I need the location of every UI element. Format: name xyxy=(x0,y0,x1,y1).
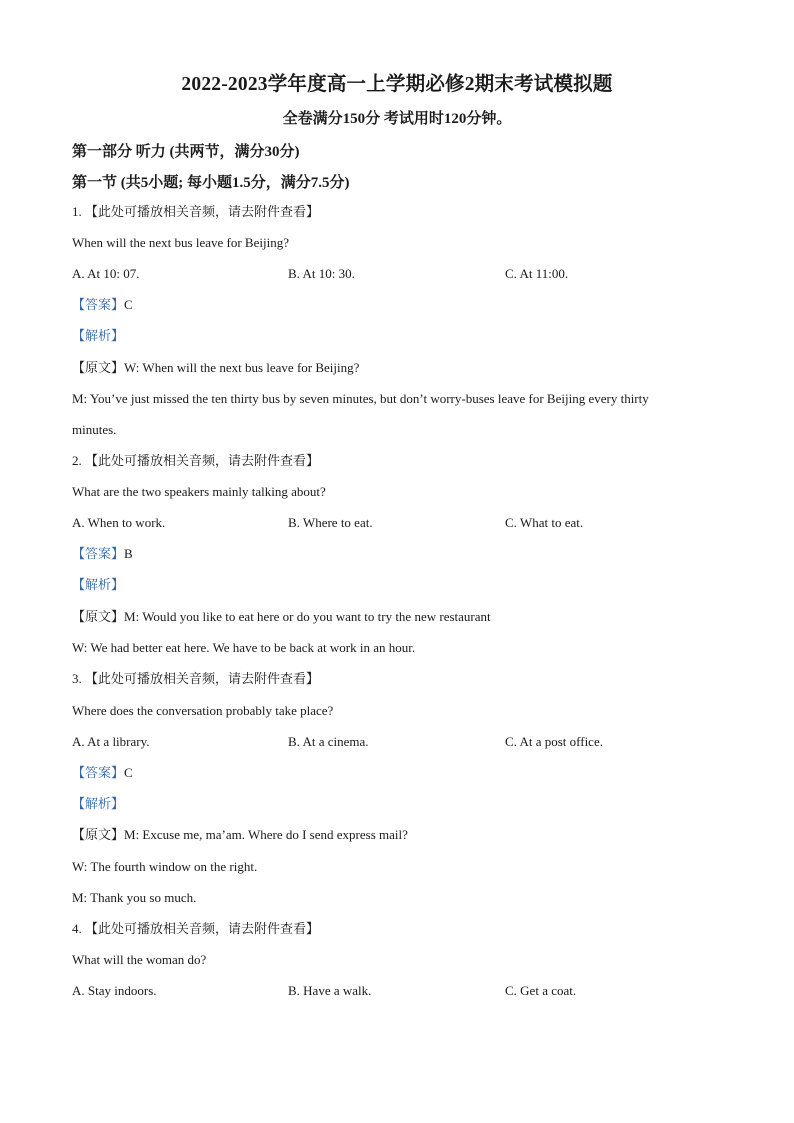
analysis-label: 【解析】 xyxy=(72,328,125,343)
question-4-number: 4. xyxy=(72,921,82,936)
question-1-dialog-1: W: When will the next bus leave for Beijing? xyxy=(124,360,360,375)
answer-label: 【答案】 xyxy=(72,765,125,780)
question-1-answer-value: C xyxy=(124,297,133,312)
question-2-dialog-1: M: Would you like to eat here or do you want to try the new restaurant xyxy=(124,609,491,624)
question-1-analysis xyxy=(72,327,124,345)
question-4-option-c: C. Get a coat. xyxy=(505,983,577,998)
page-subtitle: 全卷满分150分 考试用时120分钟。 xyxy=(282,111,512,127)
answer-label: 【答案】 xyxy=(72,546,125,561)
question-3-analysis xyxy=(72,795,124,813)
question-2-option-c: C. What to eat. xyxy=(505,515,584,530)
question-4-audio xyxy=(72,920,319,938)
question-3-transcript-line-1 xyxy=(72,826,408,844)
question-1-audio xyxy=(72,203,319,221)
question-3-answer-value: C xyxy=(124,765,133,780)
question-4-text: What will the woman do? xyxy=(72,952,207,967)
question-3-audio-note: 【此处可播放相关音频，请去附件查看】 xyxy=(85,671,320,686)
question-1-transcript-line-1 xyxy=(72,359,359,377)
question-1-text: When will the next bus leave for Beijing? xyxy=(72,235,289,250)
question-3-option-c: C. At a post office. xyxy=(505,734,603,749)
question-2-answer xyxy=(72,545,133,563)
question-2-options xyxy=(72,514,772,532)
question-1-option-a: A. At 10: 07. xyxy=(72,266,140,281)
question-2-option-a: A. When to work. xyxy=(72,515,166,530)
question-3-dialog-3: M: Thank you so much. xyxy=(72,890,197,905)
part-heading: 第一部分 听力 (共两节，满分30分) xyxy=(72,144,300,160)
question-2-dialog-2: W: We had better eat here. We have to be back at work in an hour. xyxy=(72,640,416,655)
question-1-options xyxy=(72,265,772,283)
question-4-option-b: B. Have a walk. xyxy=(288,983,372,998)
question-3-audio xyxy=(72,670,319,688)
question-1-dialog-2-cont: minutes. xyxy=(72,422,117,437)
question-3-option-a: A. At a library. xyxy=(72,734,150,749)
original-label: 【原文】 xyxy=(72,827,125,842)
question-4-option-a: A. Stay indoors. xyxy=(72,983,157,998)
page-title: 2022-2023学年度高一上学期必修2期末考试模拟题 xyxy=(181,74,613,95)
question-2-answer-value: B xyxy=(124,546,133,561)
question-3-dialog-1: M: Excuse me, ma’am. Where do I send express mail? xyxy=(124,827,408,842)
question-2-option-b: B. Where to eat. xyxy=(288,515,373,530)
original-label: 【原文】 xyxy=(72,609,125,624)
question-1-dialog-2: M: You’ve just missed the ten thirty bus by seven minutes, but don’t worry-buses leave for Beijing every thirty xyxy=(72,391,649,406)
question-3-answer xyxy=(72,764,133,782)
question-3-option-b: B. At a cinema. xyxy=(288,734,369,749)
question-1-option-c: C. At 11:00. xyxy=(505,266,569,281)
question-3-options xyxy=(72,733,772,751)
answer-label: 【答案】 xyxy=(72,297,125,312)
question-2-audio xyxy=(72,452,319,470)
question-2-audio-note: 【此处可播放相关音频，请去附件查看】 xyxy=(85,453,320,468)
question-3-text: Where does the conversation probably take place? xyxy=(72,703,334,718)
question-1-option-b: B. At 10: 30. xyxy=(288,266,355,281)
question-2-analysis xyxy=(72,576,124,594)
question-3-number: 3. xyxy=(72,671,82,686)
section-heading: 第一节 (共5小题; 每小题1.5分，满分7.5分) xyxy=(72,175,350,191)
question-3-dialog-2: W: The fourth window on the right. xyxy=(72,859,258,874)
analysis-label: 【解析】 xyxy=(72,796,125,811)
question-2-number: 2. xyxy=(72,453,82,468)
question-2-transcript-line-1 xyxy=(72,608,491,626)
question-1-number: 1. xyxy=(72,204,82,219)
question-4-audio-note: 【此处可播放相关音频，请去附件查看】 xyxy=(85,921,320,936)
original-label: 【原文】 xyxy=(72,360,125,375)
question-4-options xyxy=(72,982,772,1000)
question-1-answer xyxy=(72,296,133,314)
analysis-label: 【解析】 xyxy=(72,577,125,592)
question-2-text: What are the two speakers mainly talking about? xyxy=(72,484,326,499)
question-1-audio-note: 【此处可播放相关音频，请去附件查看】 xyxy=(85,204,320,219)
